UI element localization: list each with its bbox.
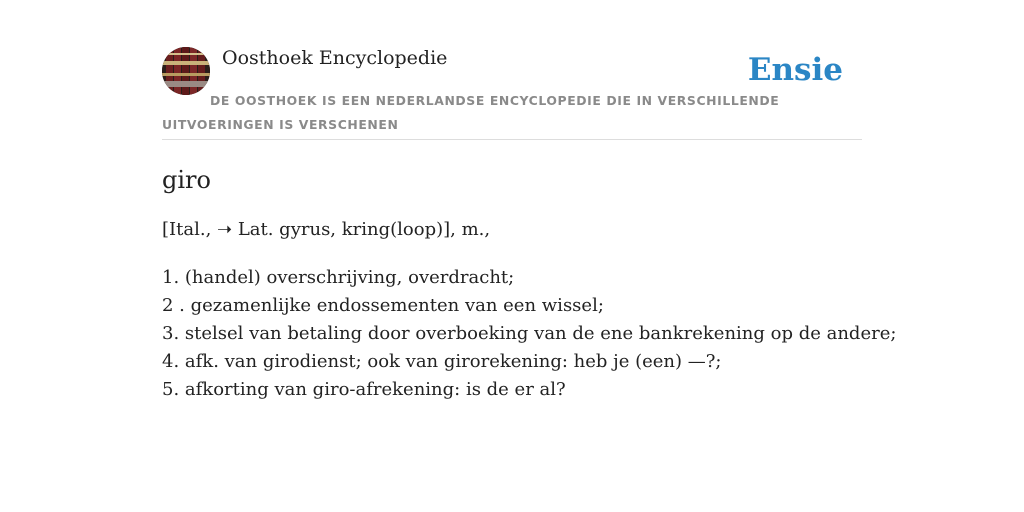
site-tagline: DE OOSTHOEK IS EEN NEDERLANDSE ENCYCLOPEDIE DIE IN VERSCHILLENDE UITVOERINGEN IS VERSCHENEN [162,93,780,132]
brand-logo[interactable]: Ensie [747,52,843,88]
site-header [162,46,862,140]
definition-item: 5. afkorting van giro-afrekening: is de er al? [162,379,566,400]
entry-etymology: [Ital., ➝ Lat. gyrus, kring(loop)], m., [162,219,491,240]
entry-title: giro [162,166,211,194]
book-spines-icon[interactable] [162,47,210,95]
site-title[interactable]: Oosthoek Encyclopedie [222,47,448,69]
page-container [162,46,897,400]
definition-list [162,264,896,404]
definition-item: 2 . gezamenlijke endossementen van een wissel; [162,295,604,316]
definition-item: 1. (handel) overschrijving, overdracht; [162,267,515,288]
definition-item: 3. stelsel van betaling door overboeking van de ene bankrekening op de andere; [162,323,897,344]
definition-item: 4. afk. van girodienst; ook van girorekening: heb je (een) —?; [162,351,722,372]
